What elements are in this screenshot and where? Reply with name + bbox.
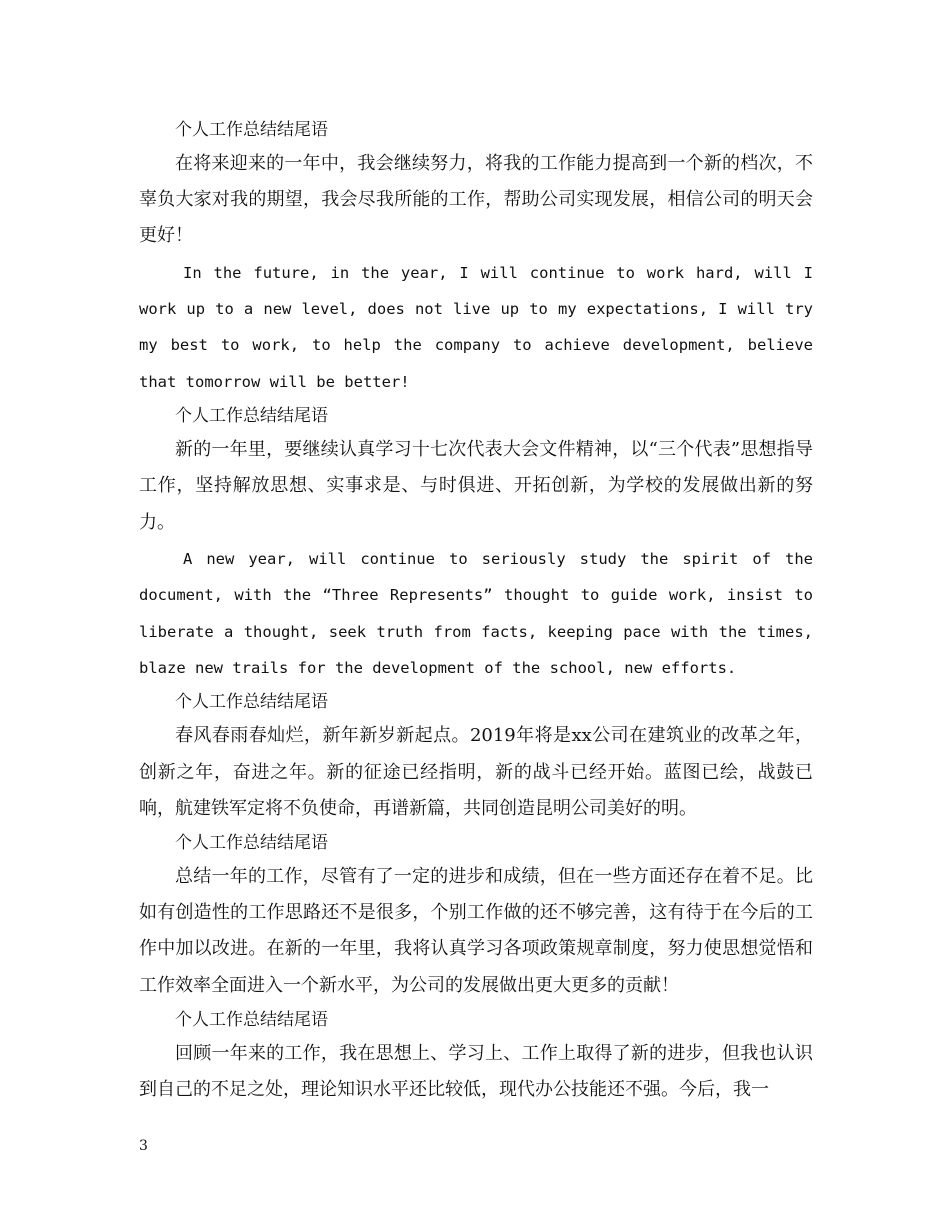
section-heading: 个人工作总结结尾语 (175, 120, 328, 140)
paragraph-english: A new year, will continue to seriously study the spirit of the document, with the “Three Represents” thought to guide work, insist to liberate a thought, seek truth from facts, keeping pace with the times, blaze new trails for the development of the school, new efforts. (139, 549, 813, 678)
paragraph-english: In the future, in the year, I will continue to work hard, will I work up to a new level, does not live up to my expectations, I will try my best to work, to help the company to achieve development, believe that tomorrow will be better! (139, 263, 813, 391)
section-heading: 个人工作总结结尾语 (175, 406, 328, 427)
section-heading: 个人工作总结结尾语 (175, 1009, 328, 1030)
section-heading: 个人工作总结结尾语 (175, 833, 328, 854)
section-heading: 个人工作总结结尾语 (175, 692, 328, 713)
paragraph-chinese: 在将来迎来的一年中，我会继续努力，将我的工作能力提高到一个新的档次，不辜负大家对我的期望，我会尽我所能的工作，帮助公司实现发展，相信公司的明天会更好！ (139, 153, 813, 247)
paragraph-chinese: 春风春雨春灿烂，新年新岁新起点。2019年将是xx公司在建筑业的改革之年，创新之年，奋进之年。新的征途已经指明，新的战斗已经开始。蓝图已绘，战鼓已响，航建铁军定将不负使命，再谱新篇，共同创造昆明公司美好的明。 (139, 725, 813, 819)
paragraph-chinese: 总结一年的工作，尽管有了一定的进步和成绩，但在一些方面还存在着不足。比如有创造性的工作思路还不是很多，个别工作做的还不够完善，这有待于在今后的工作中加以改进。在新的一年里，我将认真学习各项政策规章制度，努力使思想觉悟和工作效率全面进入一个新水平，为公司的发展做出更大更多的贡献！ (139, 866, 813, 996)
paragraph-chinese: 回顾一年来的工作，我在思想上、学习上、工作上取得了新的进步，但我也认识到自己的不足之处，理论知识水平还比较低，现代办公技能还不强。今后，我一 (139, 1042, 813, 1101)
document-body (139, 114, 813, 1108)
paragraph-chinese: 新的一年里，要继续认真学习十七次代表大会文件精神，以“三个代表”思想指导工作，坚持解放思想、实事求是、与时俱进、开拓创新，为学校的发展做出新的努力。 (139, 439, 813, 533)
page-number: 3 (139, 1138, 148, 1154)
